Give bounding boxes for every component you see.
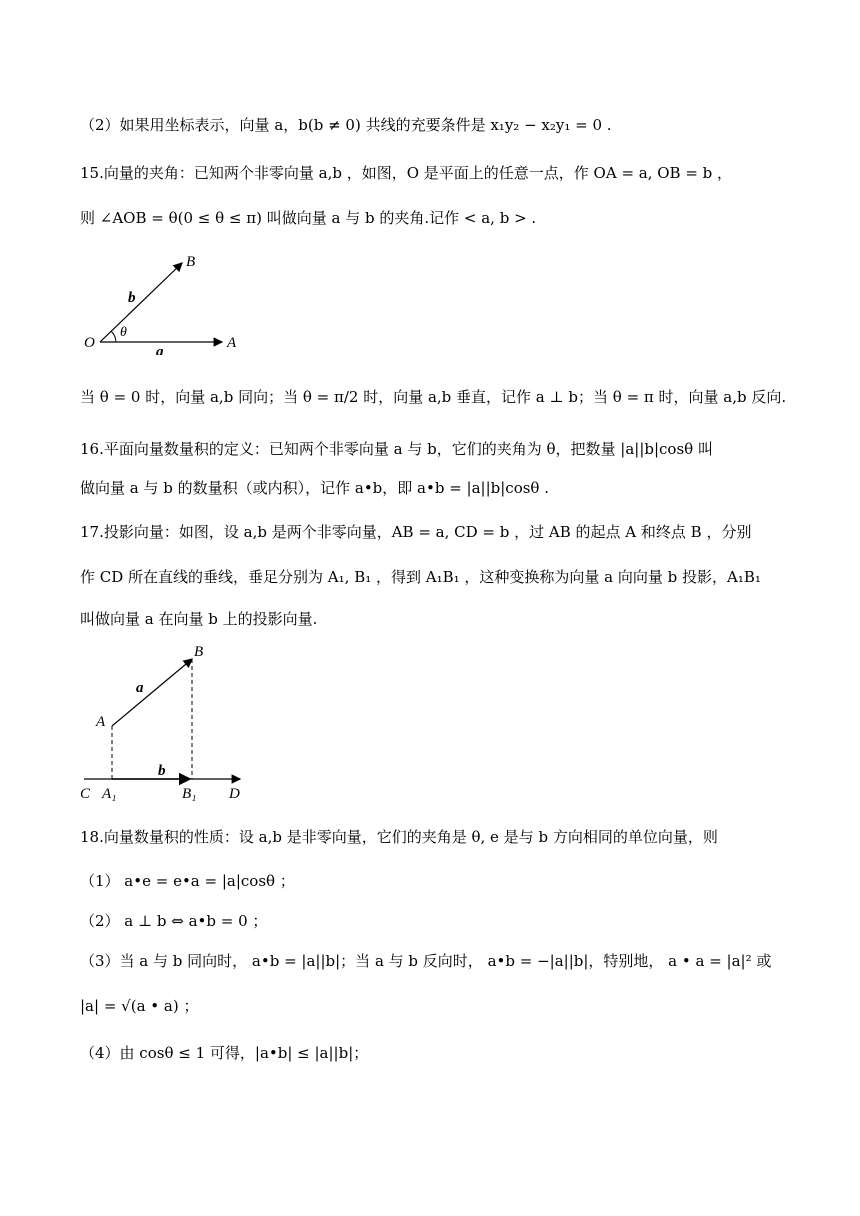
label-b: b — [158, 763, 166, 779]
label-D: D — [229, 786, 240, 802]
label-theta: θ — [120, 325, 127, 340]
line-15-angle-def: 15.向量的夹角：已知两个非零向量 a,b ，如图，O 是平面上的任意一点，作 OA = a, OB = b ， — [80, 164, 733, 182]
line-15-angle-notation: 则 ∠AOB = θ(0 ≤ θ ≤ π) 叫做向量 a 与 b 的夹角.记作 < a, b > . — [80, 209, 537, 227]
label-C: C — [80, 786, 91, 802]
vector-AB-arrow — [112, 659, 192, 726]
line-angle-cases: 当 θ = 0 时，向量 a,b 同向；当 θ = π/2 时，向量 a,b 垂直，记作 a ⊥ b；当 θ = π 时，向量 a,b 反向. — [80, 388, 787, 406]
line-property-1: （1） a•e = e•a = |a|cosθ ； — [80, 872, 295, 890]
projection-figure — [76, 640, 256, 805]
line-property-3-cont: |a| = √(a • a) ； — [80, 997, 199, 1015]
angle-figure — [80, 250, 250, 355]
label-O: O — [84, 335, 95, 351]
label-A1: A₁ — [102, 786, 117, 802]
line-17-projection-vector: 叫做向量 a 在向量 b 上的投影向量. — [80, 610, 318, 628]
line-16-dot-product-notation: 做向量 a 与 b 的数量积（或内积），记作 a•b，即 a•b = |a||b|cosθ . — [80, 479, 550, 497]
label-B1: B₁ — [182, 786, 197, 802]
label-B: B — [186, 254, 196, 270]
label-a: a — [136, 680, 144, 696]
label-A: A — [227, 335, 237, 351]
label-A: A — [96, 714, 106, 730]
line-17-projection-perp: 作 CD 所在直线的垂线，垂足分别为 A₁, B₁ ，得到 A₁B₁ ，这种变换称为向量 a 向向量 b 投影，A₁B₁ — [80, 568, 761, 586]
label-b: b — [128, 290, 136, 306]
line-18-properties: 18.向量数量积的性质：设 a,b 是非零向量，它们的夹角是 θ, e 是与 b 方向相同的单位向量，则 — [80, 828, 718, 846]
label-a: a — [156, 344, 164, 355]
line-property-3: （3）当 a 与 b 同向时， a•b = |a||b|；当 a 与 b 反向时， a•b = −|a||b|，特别地， a • a = |a|² 或 — [80, 952, 772, 970]
line-collinear-condition: （2）如果用坐标表示，向量 a，b(b ≠ 0) 共线的充要条件是 x₁y₂ − x₂y₁ = 0 . — [80, 116, 612, 134]
vector-b-arrow — [100, 263, 182, 342]
line-16-dot-product-def: 16.平面向量数量积的定义：已知两个非零向量 a 与 b，它们的夹角为 θ，把数量 |a||b|cosθ 叫 — [80, 440, 713, 458]
angle-arc — [111, 331, 116, 342]
line-17-projection-def: 17.投影向量：如图，设 a,b 是两个非零向量，AB = a, CD = b ，过 AB 的起点 A 和终点 B ，分别 — [80, 523, 752, 541]
line-property-2: （2） a ⊥ b ⇔ a•b = 0 ； — [80, 912, 268, 930]
label-B: B — [194, 644, 204, 660]
line-property-4: （4）由 cosθ ≤ 1 可得，|a•b| ≤ |a||b|； — [80, 1044, 369, 1062]
